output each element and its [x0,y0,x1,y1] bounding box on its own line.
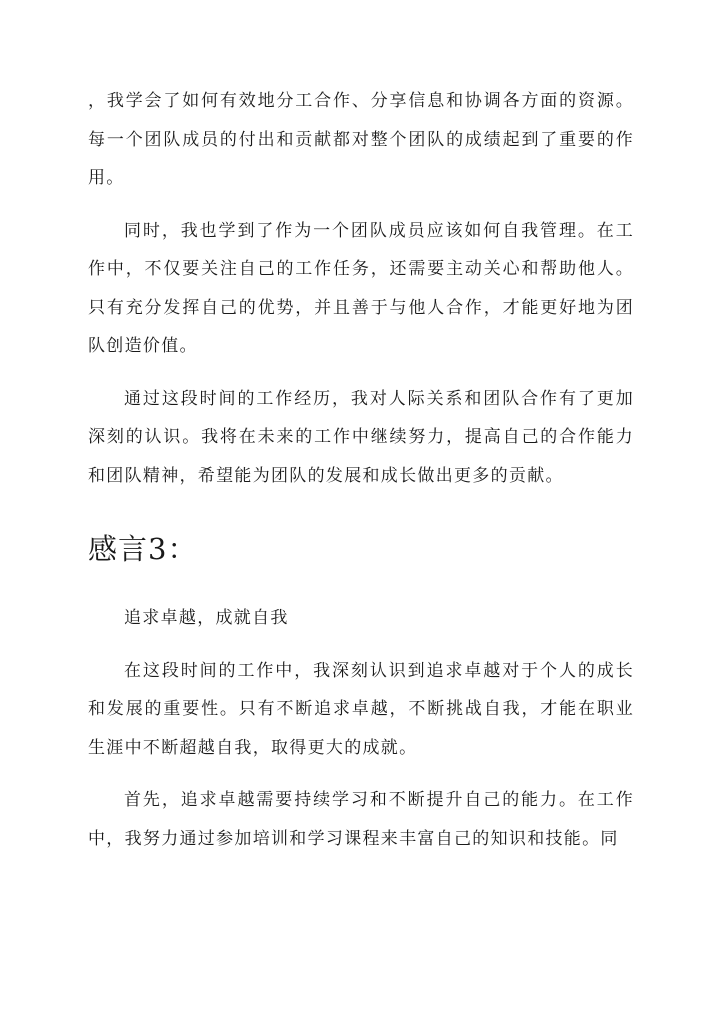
paragraph-pursue-excellence: 在这段时间的工作中，我深刻认识到追求卓越对于个人的成长和发展的重要性。只有不断追求卓越，不断挑战自我，才能在职业生涯中不断超越自我，取得更大的成就。 [88,660,634,758]
paragraph-team-reflection: 通过这段时间的工作经历，我对人际关系和团队合作有了更加深刻的认识。我将在未来的工作中继续努力，提高自己的合作能力和团队精神，希望能为团队的发展和成长做出更多的贡献。 [88,388,634,486]
paragraph-continuous-learning: 首先，追求卓越需要持续学习和不断提升自己的能力。在工作中，我努力通过参加培训和学习课程来丰富自己的知识和技能。同 [88,790,634,849]
paragraph-continuation: ，我学会了如何有效地分工合作、分享信息和协调各方面的资源。每一个团队成员的付出和贡献都对整个团队的成绩起到了重要的作用。 [88,91,634,188]
document-body [88,82,634,858]
paragraph-self-management: 同时，我也学到了作为一个团队成员应该如何自我管理。在工作中，不仅要关注自己的工作任务，还需要主动关心和帮助他人。只有充分发挥自己的优势，并且善于与他人合作，才能更好地为团队创造价值。 [88,220,634,356]
section-heading: 感言3： [88,532,198,566]
section-subtitle: 追求卓越，成就自我 [124,608,289,628]
